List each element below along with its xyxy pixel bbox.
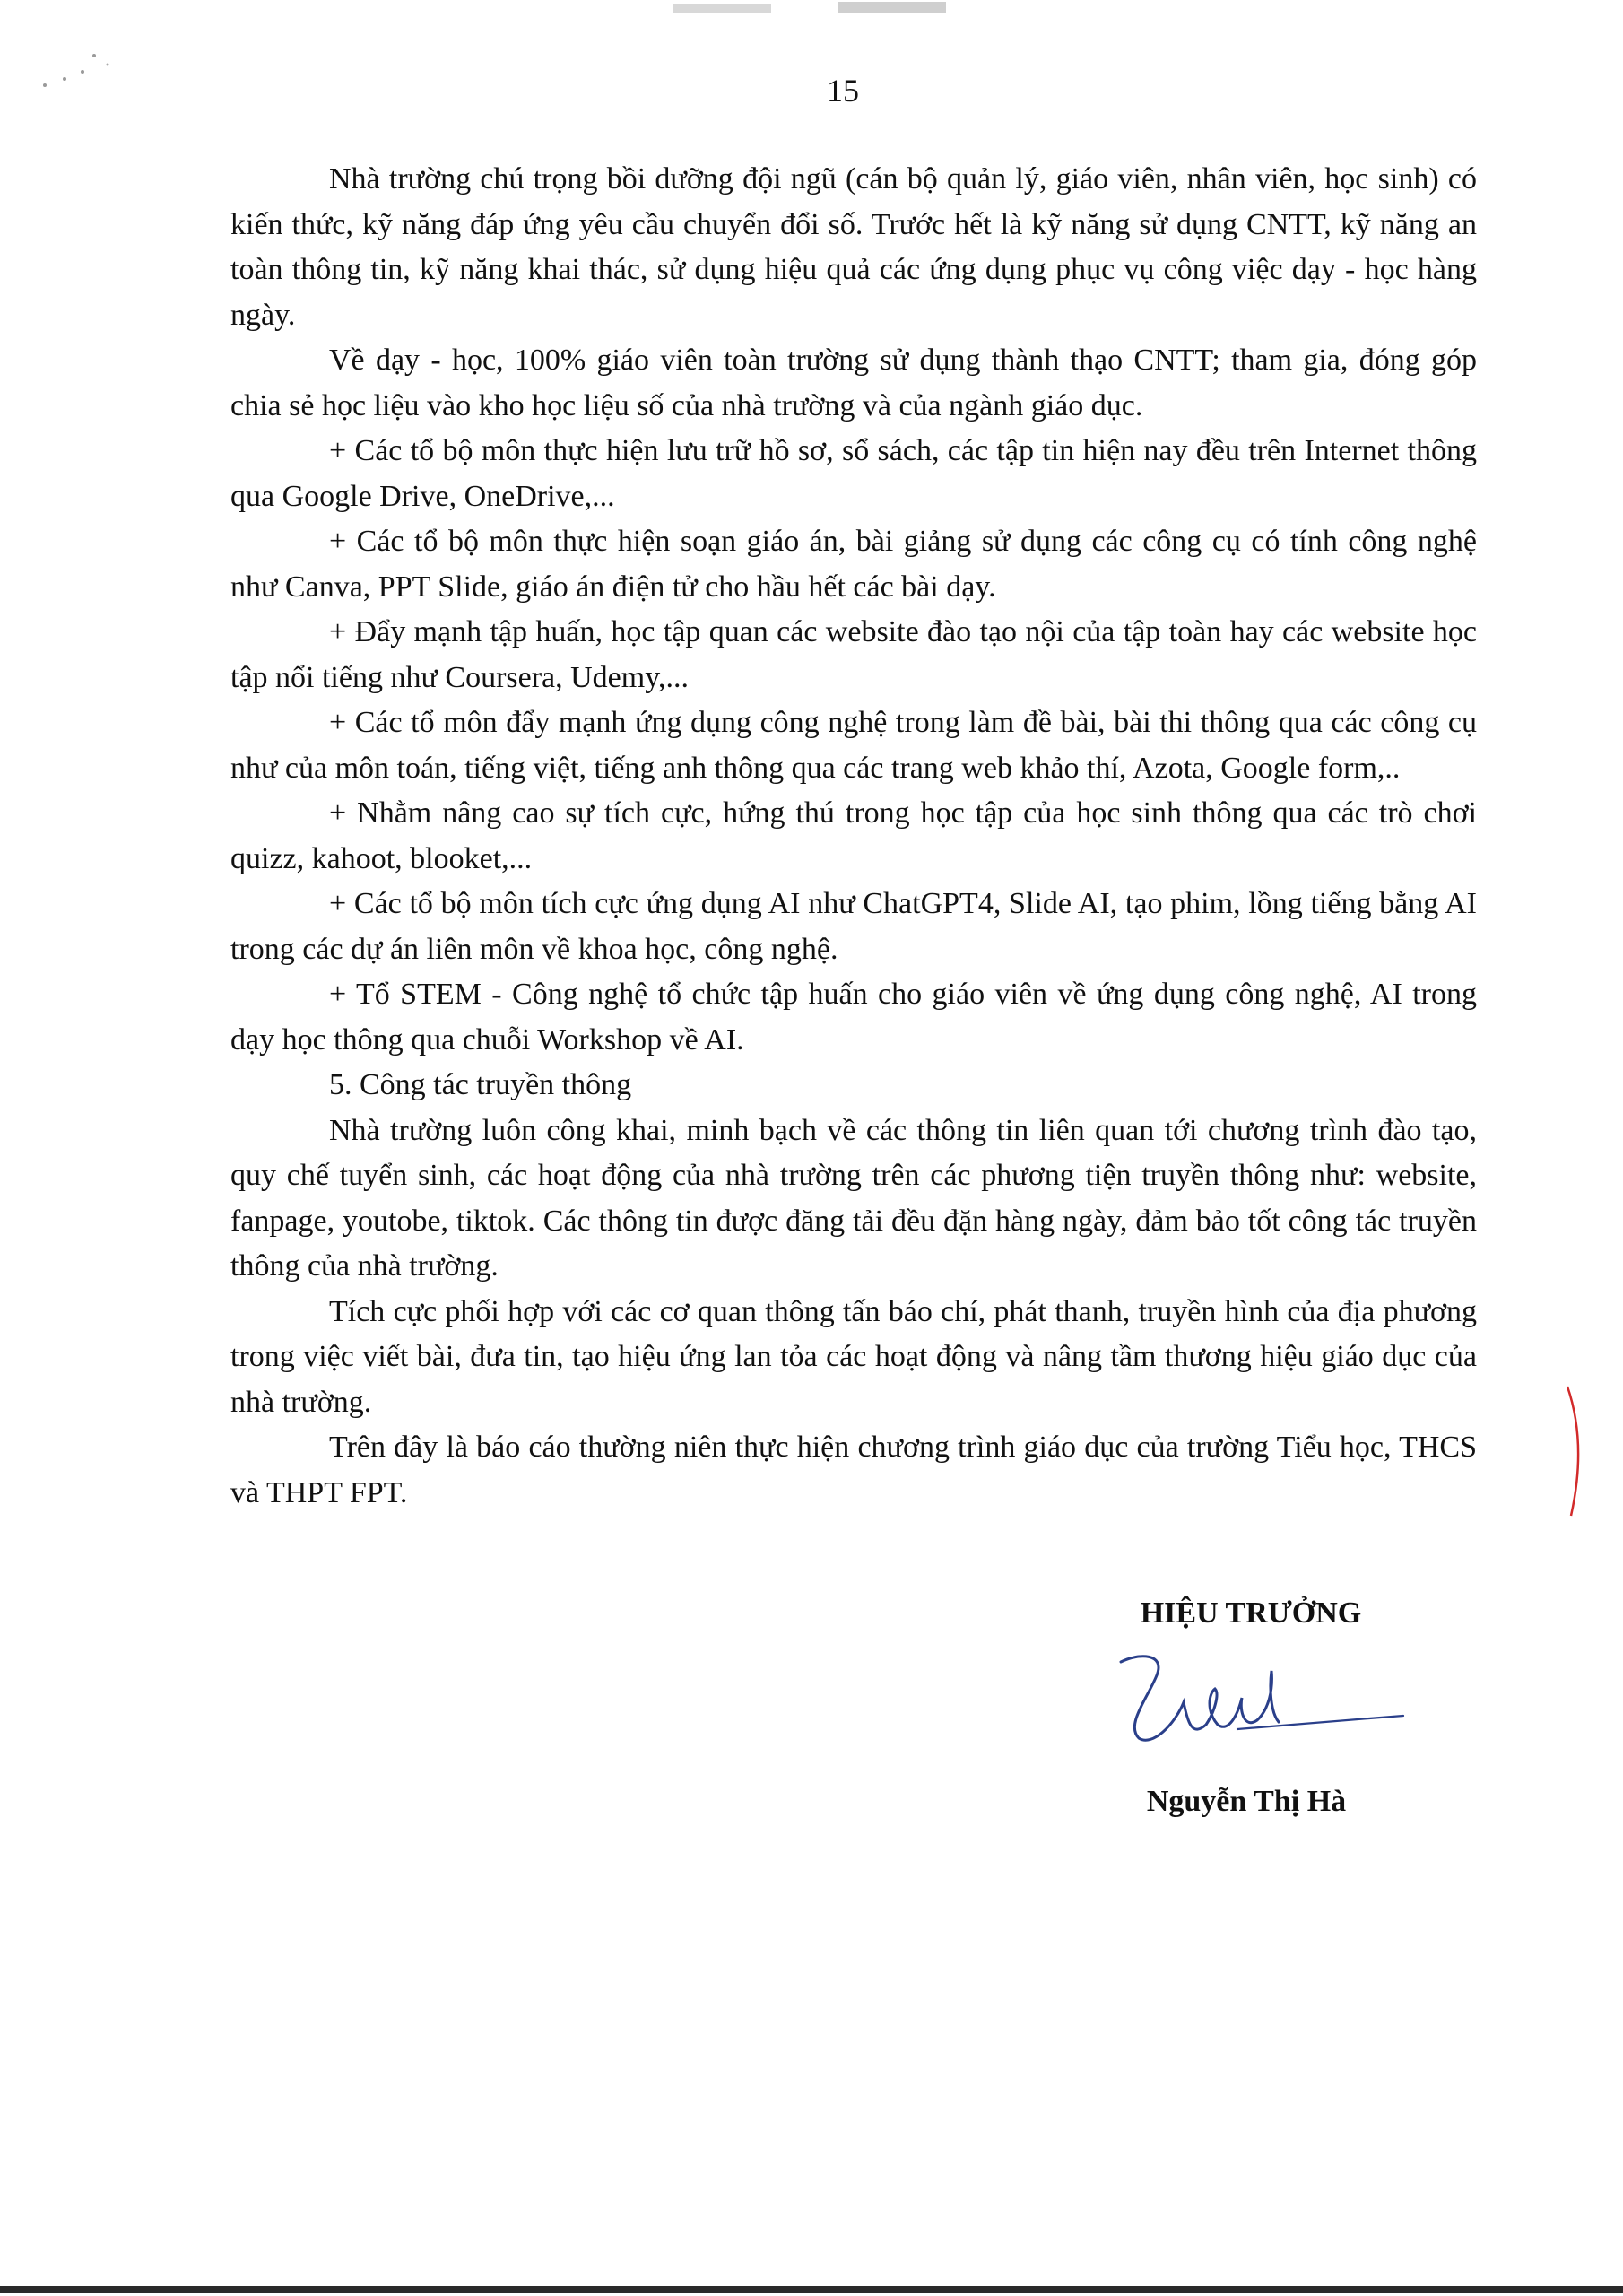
signature-title: HIỆU TRƯỞNG — [1140, 1596, 1362, 1630]
handwritten-signature — [1103, 1639, 1408, 1765]
paragraph-closing: Trên đây là báo cáo thường niên thực hiện chương trình giáo dục của trường Tiểu học, THCS và THPT FPT. — [230, 1431, 1477, 1509]
bullet-exam-tools: + Các tổ môn đẩy mạnh ứng dụng công nghệ trong làm đề bài, bài thi thông qua các công cụ như của môn toán, tiếng việt, tiếng anh thông qua các trang web khảo thí, Azota, Google form,.. — [230, 706, 1477, 785]
scan-bottom-edge — [0, 2283, 1623, 2296]
bullet-stem-workshop: + Tổ STEM - Công nghệ tổ chức tập huấn cho giáo viên về ứng dụng công nghệ, AI trong dạy học thông qua chuỗi Workshop về AI. — [230, 978, 1477, 1057]
paragraph-media-cooperation: Tích cực phối hợp với các cơ quan thông tấn báo chí, phát thanh, truyền hình của địa phương trong việc viết bài, đưa tin, tạo hiệu ứng lan tỏa các hoạt động và nâng tầm thương hiệu giáo dục của nhà trường. — [230, 1294, 1477, 1419]
bullet-ai-projects: + Các tổ bộ môn tích cực ứng dụng AI như ChatGPT4, Slide AI, tạo phim, lồng tiếng bằng AI trong các dự án liên môn về khoa học, công nghệ. — [230, 887, 1477, 966]
paragraph-teaching-it: Về dạy - học, 100% giáo viên toàn trường sử dụng thành thạo CNTT; tham gia, đóng góp chia sẻ học liệu vào kho học liệu số của nhà trường và của ngành giáo dục. — [230, 344, 1477, 422]
margin-pen-stroke — [1560, 1381, 1596, 1525]
paragraph-transparency: Nhà trường luôn công khai, minh bạch về các thông tin liên quan tới chương trình đào tạo, quy chế tuyển sinh, các hoạt động của nhà trường trên các phương tiện truyền thông như: website, fanpage, youtobe, tiktok. Các thông tin được đăng tải đều đặn hàng ngày, đảm bảo tốt công tác truyền thông của nhà trường. — [230, 1113, 1477, 1283]
signature-block — [968, 1596, 1524, 1819]
section-heading-communication: 5. Công tác truyền thông — [329, 1068, 632, 1101]
bullet-lesson-tools: + Các tổ bộ môn thực hiện soạn giáo án, bài giảng sử dụng các công cụ có tính công nghệ như Canva, PPT Slide, giáo án điện tử cho hầu hết các bài dạy. — [230, 525, 1477, 604]
page-number: 15 — [827, 73, 859, 109]
paragraph-staff-training: Nhà trường chú trọng bồi dưỡng đội ngũ (cán bộ quản lý, giáo viên, nhân viên, học sinh) có kiến thức, kỹ năng đáp ứng yêu cầu chuyển đổi số. Trước hết là kỹ năng sử dụng CNTT, kỹ năng an toàn thông tin, kỹ năng khai thác, sử dụng hiệu quả các ứng dụng phục vụ công việc dạy - học hàng ngày. — [230, 162, 1477, 332]
bullet-cloud-storage: + Các tổ bộ môn thực hiện lưu trữ hồ sơ, sổ sách, các tập tin hiện nay đều trên Internet thông qua Google Drive, OneDrive,... — [230, 434, 1477, 513]
scan-top-mark — [664, 0, 959, 23]
signature-name: Nguyễn Thị Hà — [1146, 1785, 1347, 1818]
document-body — [230, 157, 1477, 1516]
bullet-online-training: + Đẩy mạnh tập huấn, học tập quan các website đào tạo nội của tập toàn hay các website học tập nổi tiếng như Coursera, Udemy,... — [230, 615, 1477, 694]
bullet-learning-games: + Nhằm nâng cao sự tích cực, hứng thú trong học tập của học sinh thông qua các trò chơi quizz, kahoot, blooket,... — [230, 796, 1477, 875]
